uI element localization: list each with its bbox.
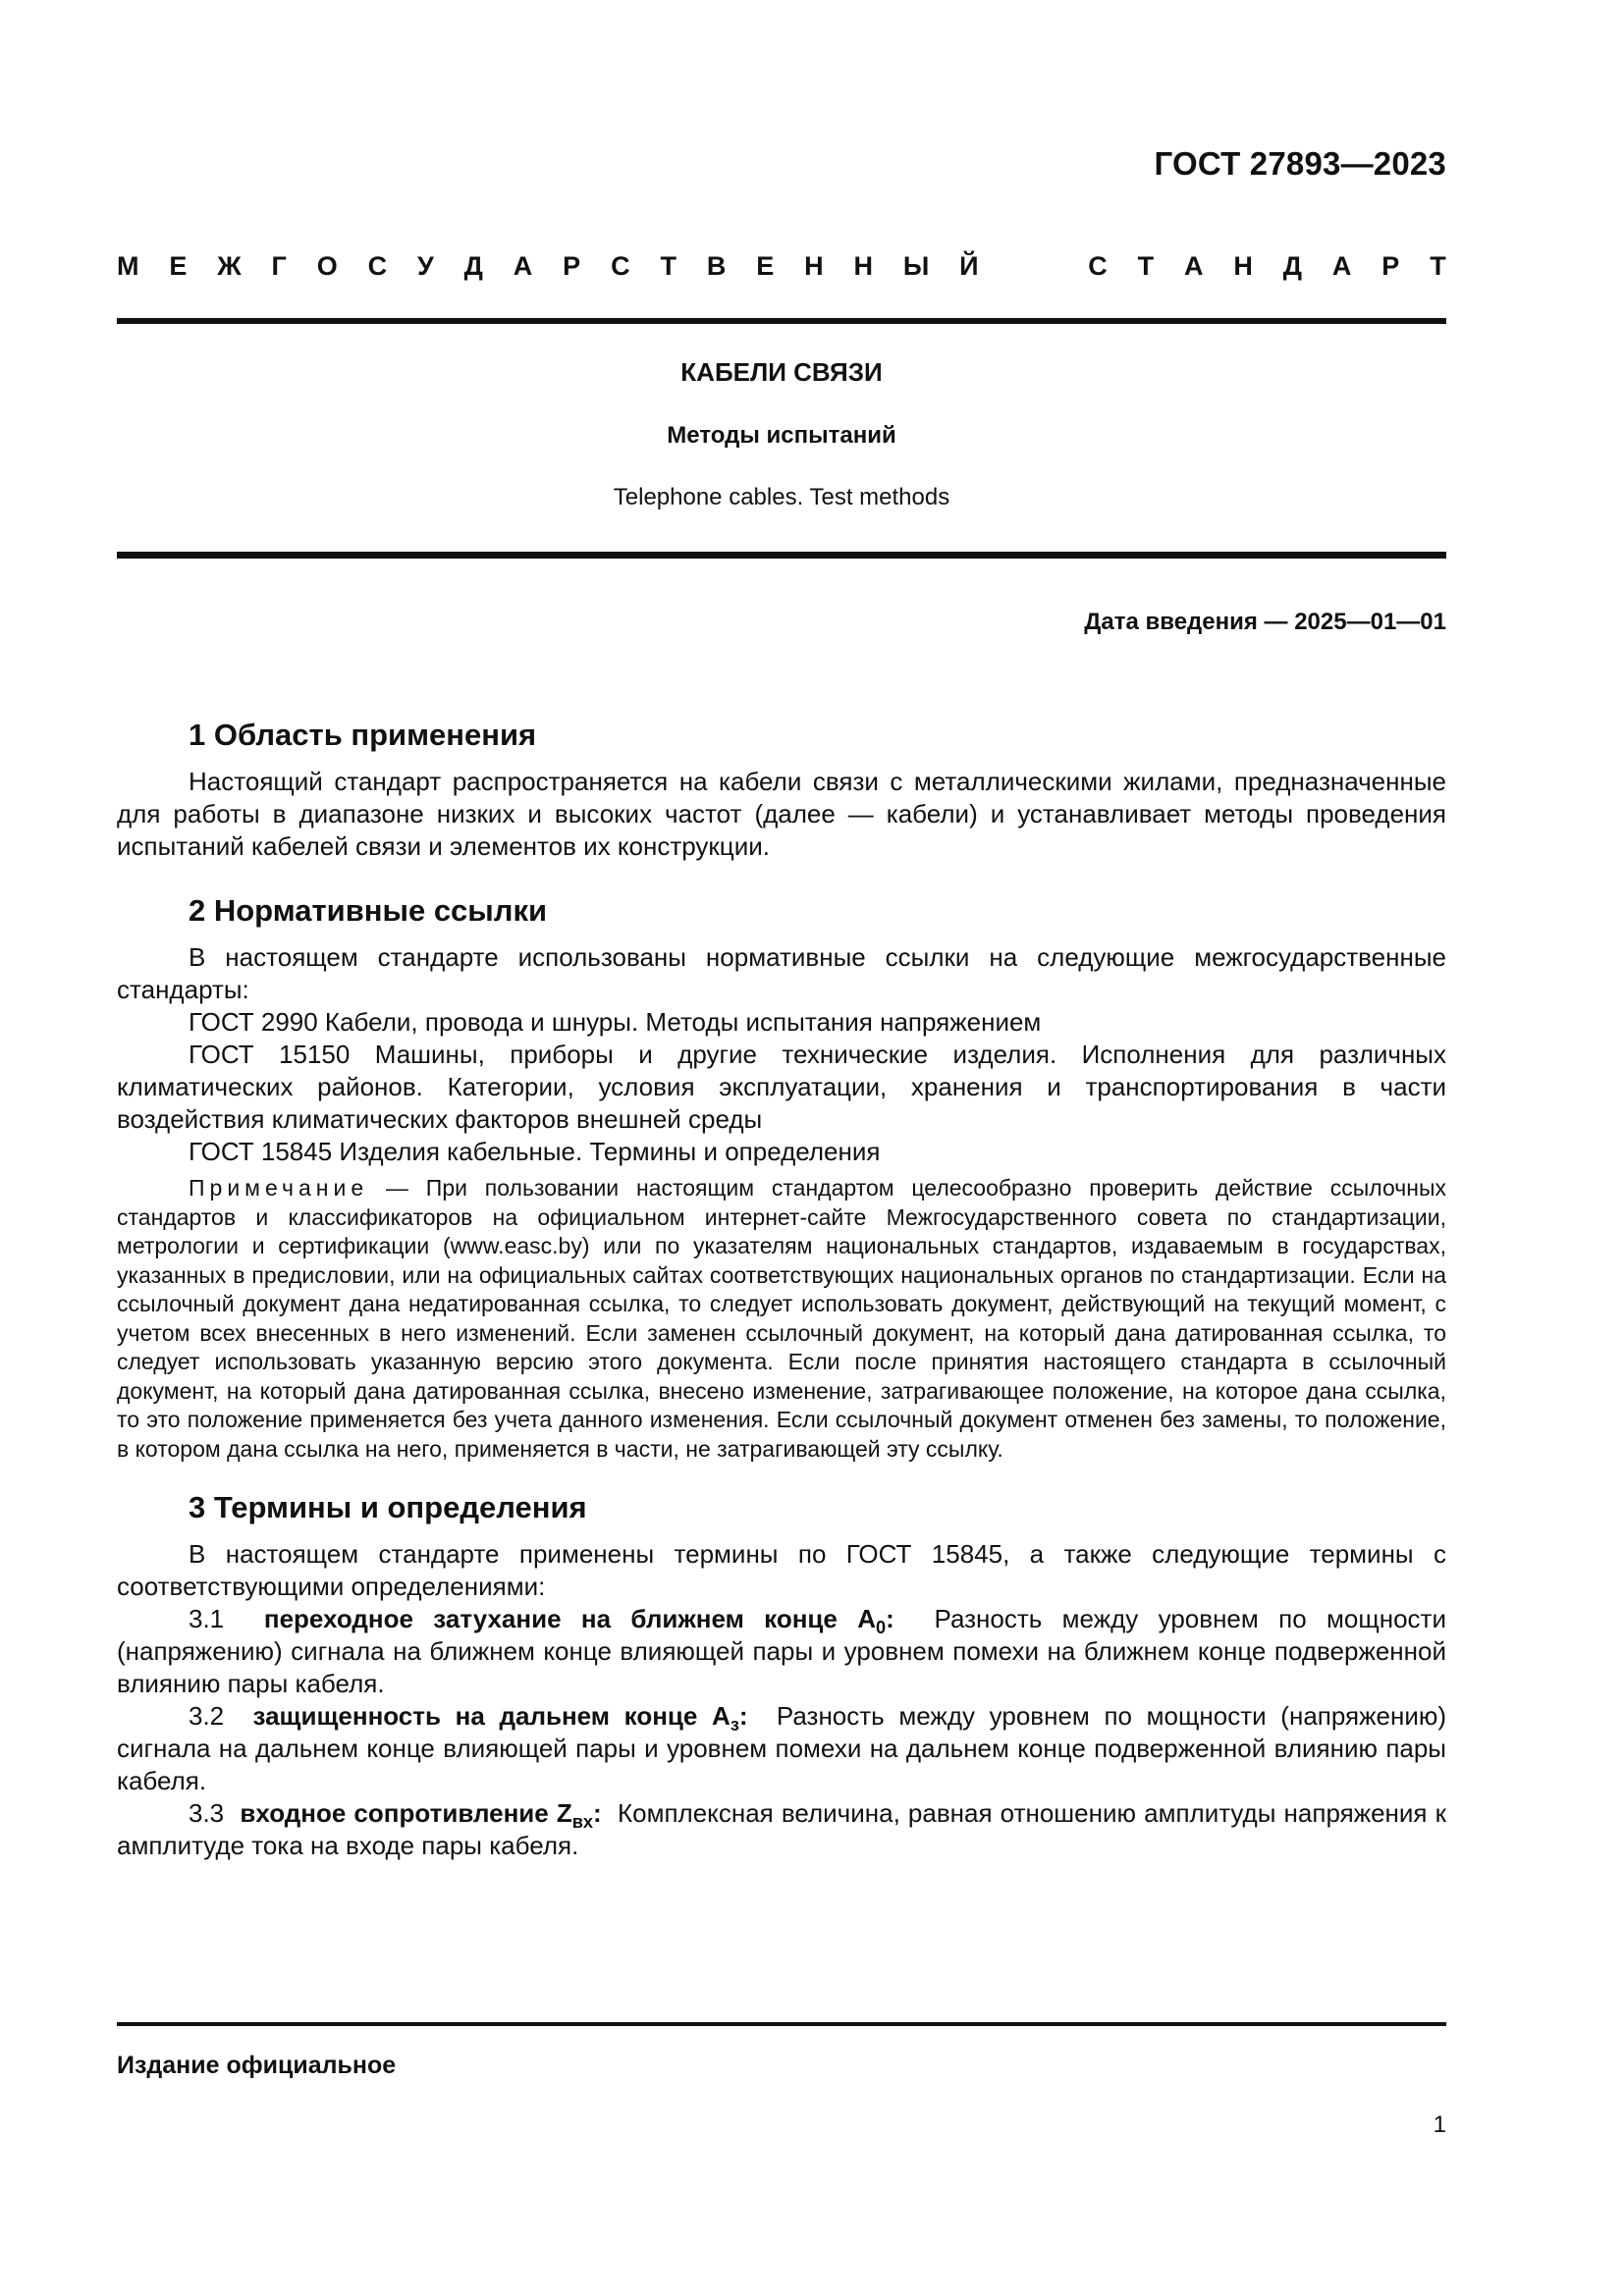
- edition-label: Издание официальное: [117, 2052, 397, 2079]
- term-number: 3.2: [189, 1701, 225, 1731]
- term-entry: [117, 1797, 1446, 1862]
- document-title-english: Telephone cables. Test methods: [613, 484, 950, 510]
- standard-type-letter: Т: [1137, 251, 1155, 281]
- standard-type-letter: А: [1184, 251, 1204, 281]
- section-2-heading: 2 Нормативные ссылки: [189, 893, 548, 928]
- term-name: защищенность на дальнем конце $A_з$:: [252, 1701, 748, 1735]
- term-number: 3.3: [189, 1798, 225, 1828]
- standard-type-letter: А: [1331, 251, 1352, 281]
- standard-type-letter: Д: [463, 251, 483, 281]
- standard-type-letter: Е: [756, 251, 775, 281]
- section-1-text: Настоящий стандарт распространяется на кабели связи с металлическими жилами, предназначенные для работы в диапазоне низких и высоких частот (далее — кабели) и устанавливает методы проведения испытаний кабелей связи и элементов их конструкции.: [117, 767, 1446, 861]
- standard-type-letter: Р: [1381, 251, 1400, 281]
- standard-type-letter: С: [1088, 251, 1108, 281]
- standard-type-letter: М: [117, 251, 139, 281]
- standard-id: ГОСТ 27893—2023: [1154, 145, 1446, 182]
- note-label: Примечание: [189, 1175, 369, 1201]
- note: [117, 1174, 1446, 1464]
- section-3-heading: 3 Термины и определения: [189, 1490, 587, 1524]
- section-2-intro: В настоящем стандарте использованы нормативные ссылки на следующие межгосударственные стандарты:: [117, 942, 1446, 1004]
- footer-rule: [117, 2022, 1446, 2026]
- word-gap: [1008, 251, 1057, 291]
- standard-type-letter: Т: [1430, 251, 1446, 281]
- standard-type-letter: У: [417, 251, 434, 281]
- term-entry: [117, 1603, 1446, 1700]
- standard-type-letter: В: [706, 251, 727, 281]
- term-entry: [117, 1700, 1446, 1797]
- standard-type-letter: С: [367, 251, 388, 281]
- standard-type-letter: Т: [660, 251, 677, 281]
- standard-type-letter: Н: [804, 251, 824, 281]
- term-subscript: з: [730, 1715, 739, 1735]
- term-name: входное сопротивление $Z_{вх}$:: [240, 1798, 602, 1832]
- document-body: [117, 705, 1446, 1862]
- note-text: — При пользовании настоящим стандартом целесообразно проверить действие ссылочных стандартов и классификаторов на официальном интернет-сайте Межгосударственного совета по стандартизации, метрологии и сертификации (www.easc.by) или по указателям национальных стандартов, издаваемым в государствах, указанных в предисловии, или на официальных сайтах соответствующих национальных органов по стандартизации. Если на ссылочный документ дана недатированная ссылка, то следует использовать документ, действующий на текущий момент, с учетом всех внесенных в него изменений. Если заменен ссылочный документ, на который дана датированная ссылка, то следует использовать указанную версию этого документа. Если после принятия настоящего стандарта в ссылочный документ, на который дана датированная ссылка, внесено изменение, затрагивающее положение, на которое дана ссылка, то это положение применяется без учета данного изменения. Если ссылочный документ отменен без замены, то положение, в котором дана ссылка на него, применяется в части, не затрагивающей эту ссылку.: [117, 1175, 1446, 1462]
- title-rule: [117, 552, 1446, 559]
- term-subscript: 0: [875, 1618, 887, 1637]
- standard-type-letter: Г: [271, 251, 287, 281]
- normative-ref: ГОСТ 15845 Изделия кабельные. Термины и определения: [189, 1137, 881, 1166]
- standard-type-letter: Р: [563, 251, 581, 281]
- introduction-date: Дата введения — 2025—01—01: [1084, 609, 1446, 635]
- page-number: 1: [1433, 2111, 1446, 2138]
- standard-type-letter: Н: [1233, 251, 1253, 281]
- standard-type-letter: Н: [853, 251, 873, 281]
- term-subscript: вх: [571, 1812, 594, 1832]
- normative-ref: ГОСТ 2990 Кабели, провода и шнуры. Методы испытания напряжением: [189, 1007, 1042, 1037]
- standard-type-line: [117, 251, 1446, 291]
- section-1-heading: 1 Область применения: [189, 718, 537, 752]
- term-definition: Разность между уровнем по мощности (напряжению) сигнала на дальнем конце влияющей пары и уровнем помехи на дальнем конце подверженной влиянию пары кабеля.: [117, 1701, 1446, 1795]
- standard-type-letter: Ы: [902, 251, 930, 281]
- document-subtitle: Методы испытаний: [667, 422, 896, 449]
- section-3-intro: В настоящем стандарте применены термины по ГОСТ 15845, а также следующие термины с соответствующими определениями:: [117, 1539, 1446, 1601]
- term-definition: Комплексная величина, равная отношению амплитуды напряжения к амплитуде тока на входе пары кабеля.: [117, 1798, 1447, 1860]
- standard-type-letter: А: [513, 251, 533, 281]
- term-name: переходное затухание на ближнем конце $A_0$:: [263, 1604, 894, 1637]
- standard-type-letter: Е: [169, 251, 188, 281]
- standard-type-letter: Д: [1282, 251, 1303, 281]
- standard-type-letter: С: [611, 251, 630, 281]
- standard-type-letter: О: [316, 251, 338, 281]
- normative-ref: ГОСТ 15150 Машины, приборы и другие технические изделия. Исполнения для различных климатических районов. Категории, условия эксплуатации, хранения и транспортирования в части воздействия климатических факторов внешней среды: [117, 1040, 1446, 1134]
- standard-type-letter: Й: [959, 251, 979, 281]
- term-number: 3.1: [189, 1604, 225, 1633]
- standard-type-letter: Ж: [217, 251, 242, 281]
- top-rule: [117, 318, 1446, 324]
- term-definition: Разность между уровнем по мощности (напряжению) сигнала на ближнем конце влияющей пары и уровнем помехи на ближнем конце подверженной влиянию пары кабеля.: [117, 1604, 1446, 1698]
- document-title: КАБЕЛИ СВЯЗИ: [680, 357, 883, 387]
